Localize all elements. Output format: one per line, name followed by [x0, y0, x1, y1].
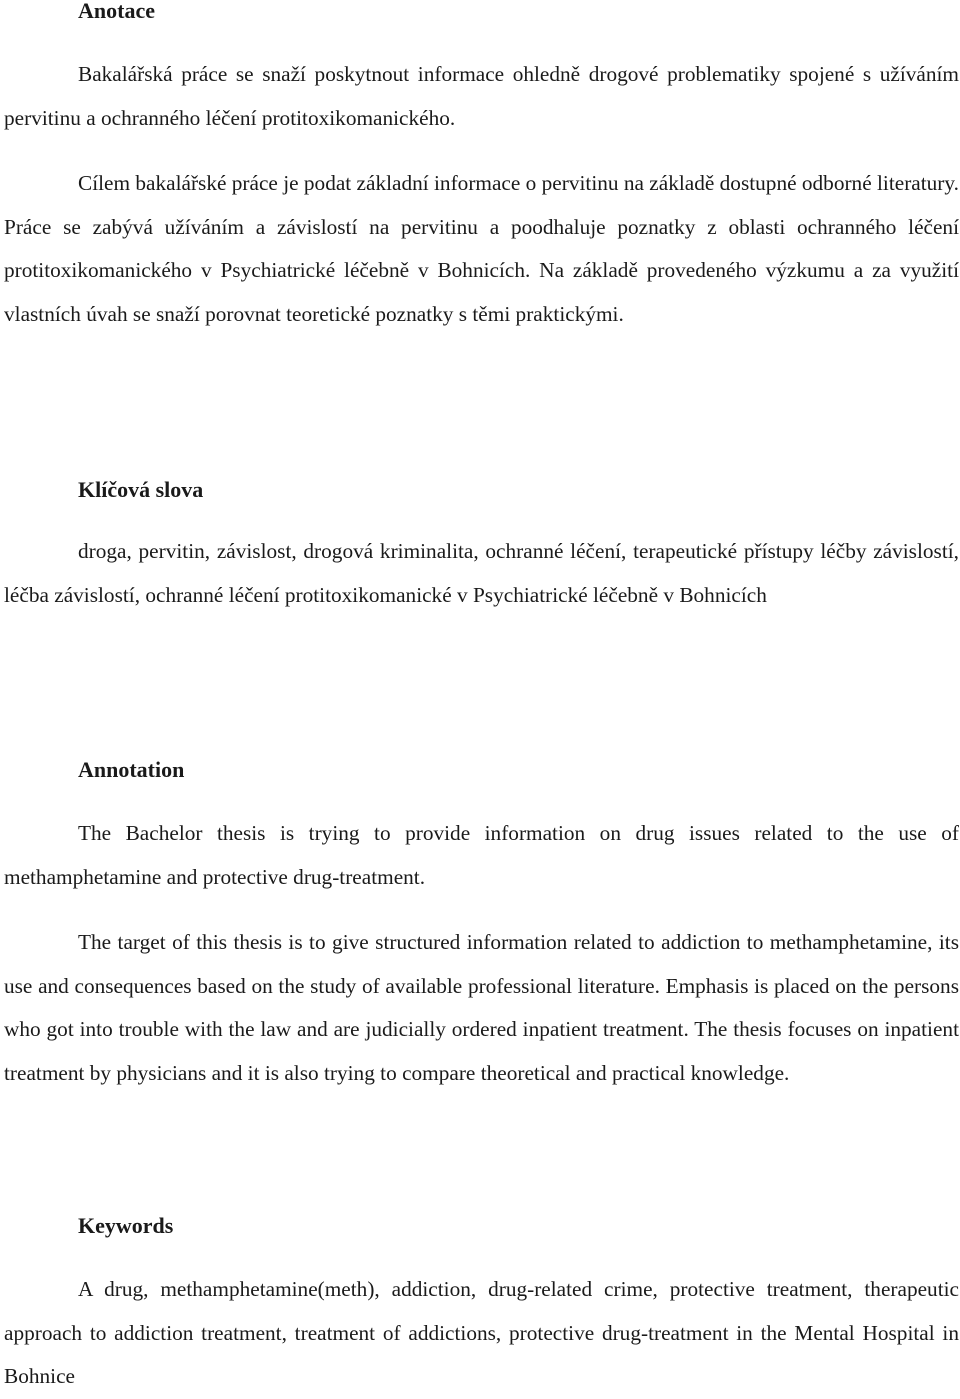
- anotace-paragraph-2: Cílem bakalářské práce je podat základní informace o pervitinu na základě dostupné odborné literatury. Práce se zabývá užíváním a závislostí na pervitinu a poodhaluje poznatky z oblasti ochranného léčení protitoxikomanického v Psychiatrické léčebně v Bohnicích. Na základě provedeného výzkumu a za využití vlastních úvah se snaží porovnat teoretické poznatky s těmi praktickými.: [4, 171, 959, 327]
- klicova-slova-heading: Klíčová slova: [78, 477, 204, 502]
- annotation-paragraph-1: The Bachelor thesis is trying to provide information on drug issues related to the use of methamphetamine and protective drug-treatment.: [4, 821, 959, 889]
- annotation-heading: Annotation: [78, 757, 185, 782]
- keywords-heading: Keywords: [78, 1213, 174, 1238]
- keywords-text: A drug, methamphetamine(meth), addiction, drug-related crime, protective treatment, therapeutic approach to addiction treatment, treatment of addictions, protective drug-treatment in the Mental Hospital in Bohnice: [4, 1277, 959, 1389]
- klicova-slova-text: droga, pervitin, závislost, drogová kriminalita, ochranné léčení, terapeutické přístupy léčby závislostí, léčba závislostí, ochranné léčení protitoxikomanické v Psychiatrické léčebně v Bohnicích: [4, 539, 959, 607]
- anotace-paragraph-1: Bakalářská práce se snaží poskytnout informace ohledně drogové problematiky spojené s užíváním pervitinu a ochranného léčení protitoxikomanického.: [4, 62, 959, 130]
- anotace-heading: Anotace: [78, 0, 155, 23]
- annotation-paragraph-2: The target of this thesis is to give structured information related to addiction to methamphetamine, its use and consequences based on the study of available professional literature. Emphasis is placed on the persons who got into trouble with the law and are judicially ordered inpatient treatment. The thesis focuses on inpatient treatment by physicians and it is also trying to compare theoretical and practical knowledge.: [4, 930, 959, 1086]
